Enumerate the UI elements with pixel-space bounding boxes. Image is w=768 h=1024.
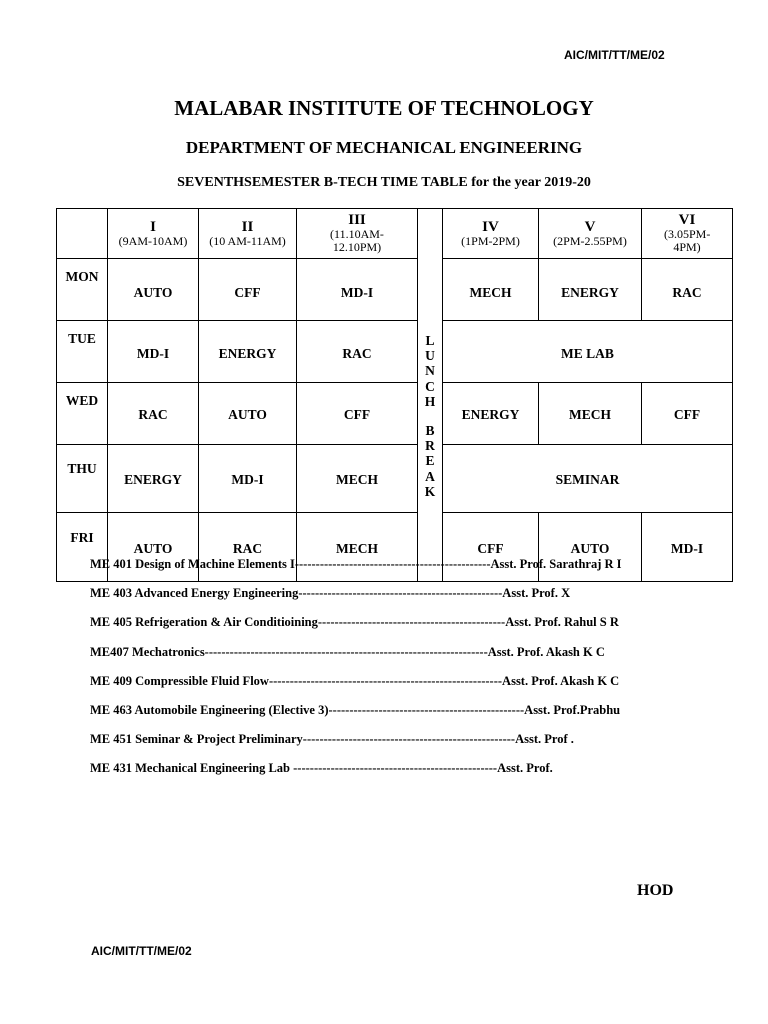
day-label: WED (57, 383, 108, 445)
day-label: THU (57, 445, 108, 513)
period-header: IV (1PM-2PM) (443, 209, 539, 259)
timetable-cell: RAC (642, 259, 733, 321)
timetable-cell: AUTO (108, 513, 199, 582)
timetable-cell: MD-I (642, 513, 733, 582)
subject-faculty-list (90, 554, 730, 788)
timetable-cell: CFF (642, 383, 733, 445)
timetable-cell: CFF (297, 383, 418, 445)
document-code-footer: AIC/MIT/TT/ME/02 (91, 944, 192, 958)
timetable-cell: CFF (199, 259, 297, 321)
subject-line: ME 401 Design of Machine Elements I-----------------------------------------------Asst. Prof. Sarathraj R I (90, 557, 622, 571)
subject-line: ME 409 Compressible Fluid Flow--------------------------------------------------------Asst. Prof. Akash K C (90, 673, 620, 688)
timetable-cell: ENERGY (443, 383, 539, 445)
timetable-merged-cell-me-lab: ME LAB (443, 321, 733, 383)
period-header: I (9AM-10AM) (108, 209, 199, 259)
timetable-cell: ENERGY (108, 445, 199, 513)
subject-line: ME 405 Refrigeration & Air Conditioining---------------------------------------------Asst. Prof. Rahul S R (90, 615, 619, 630)
timetable-cell: CFF (443, 513, 539, 582)
day-label: MON (57, 259, 108, 321)
subject-line: ME 463 Automobile Engineering (Elective 3)-----------------------------------------------Asst. Prof.Prabhu (90, 702, 621, 717)
lunch-break-column: L U N C H B R E A K (418, 209, 443, 582)
timetable-cell: MECH (539, 383, 642, 445)
timetable-subtitle: SEVENTHSEMESTER B-TECH TIME TABLE for the year 2019-20 (177, 175, 591, 190)
period-header: V (2PM-2.55PM) (539, 209, 642, 259)
corner-cell (57, 209, 108, 259)
department-title: DEPARTMENT OF MECHANICAL ENGINEERING (185, 138, 583, 157)
timetable-cell: RAC (108, 383, 199, 445)
timetable-cell: RAC (199, 513, 297, 582)
timetable-cell: AUTO (199, 383, 297, 445)
institution-title: MALABAR INSTITUTE OF TECHNOLOGY (174, 96, 594, 120)
timetable-cell: AUTO (539, 513, 642, 582)
timetable-cell: ENERGY (539, 259, 642, 321)
timetable-cell: AUTO (108, 259, 199, 321)
document-code-header: AIC/MIT/TT/ME/02 (564, 48, 665, 62)
timetable-cell: RAC (297, 321, 418, 383)
timetable-cell: MECH (443, 259, 539, 321)
subject-line: ME 403 Advanced Energy Engineering-------------------------------------------------Asst. Prof. X (90, 586, 571, 601)
day-row-mon (57, 259, 733, 321)
period-header: II (10 AM-11AM) (199, 209, 297, 259)
period-header: VI (3.05PM-4PM) (642, 209, 733, 259)
timetable-cell: ENERGY (199, 321, 297, 383)
day-row-thu (57, 445, 733, 513)
timetable-cell: MECH (297, 513, 418, 582)
timetable-cell: MECH (297, 445, 418, 513)
hod-signature-label: HOD (637, 882, 674, 899)
subject-line: ME407 Mechatronics--------------------------------------------------------------------Asst. Prof. Akash K C (90, 644, 605, 659)
timetable (56, 208, 733, 582)
period-header: III (11.10AM-12.10PM) (297, 209, 418, 259)
timetable-cell: MD-I (199, 445, 297, 513)
timetable-merged-cell-seminar: SEMINAR (443, 445, 733, 513)
timetable-header-row (57, 209, 733, 259)
day-row-tue (57, 321, 733, 383)
subject-line: ME 451 Seminar & Project Preliminary---------------------------------------------------Asst. Prof . (90, 732, 574, 747)
subject-line: ME 431 Mechanical Engineering Lab -------------------------------------------------Asst. Prof. (90, 761, 553, 776)
day-label: TUE (57, 321, 108, 383)
timetable-cell: MD-I (108, 321, 199, 383)
day-row-wed (57, 383, 733, 445)
timetable-cell: MD-I (297, 259, 418, 321)
day-label: FRI (57, 513, 108, 582)
